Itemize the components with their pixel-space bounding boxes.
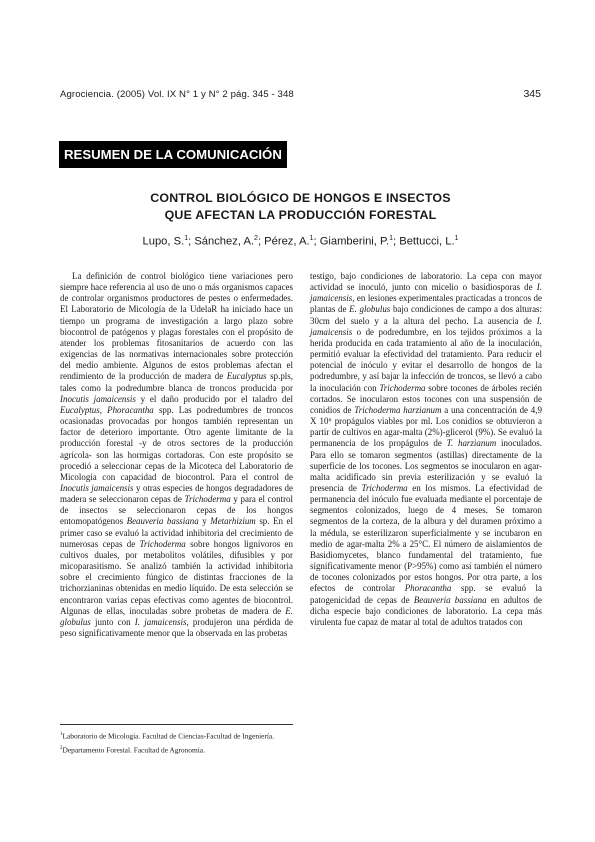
footnotes — [60, 729, 360, 756]
text-run: o de podredumbre, en los tejidos próximos a la herida producida en cada tratamiento al año de la inoculación, permitió evaluar la efectividad del tratamiento. Para reducir el potencial de inóculo y evitar el desarrollo de hongos de la podredumbre, y así bajar la infección de troncos, se llevó a cabo la inoculación con — [310, 326, 542, 393]
journal-citation: Agrociencia. (2005) Vol. IX N° 1 y N° 2 pág. 345 - 348 — [60, 89, 294, 100]
italic-term: Metarhizium — [210, 516, 256, 527]
body-paragraph — [60, 271, 293, 639]
article-title-line-1: CONTROL BIOLÓGICO DE HONGOS E INSECTOS — [150, 191, 451, 205]
article-title-line-2: QUE AFECTAN LA PRODUCCIÓN FORESTAL — [164, 208, 437, 222]
body-paragraph — [310, 271, 542, 628]
section-banner: RESUMEN DE LA COMUNICACIÓN — [59, 141, 287, 168]
running-head — [60, 89, 541, 103]
text-run: spp. se evaluó la patogenicidad de cepas de — [310, 583, 542, 605]
text-run: sobre tocones de árboles recién cortados. Se inocularon estos tocones con una suspensión de conidios de — [310, 382, 542, 415]
footnote — [60, 743, 360, 757]
footnote-number: 1 — [60, 732, 63, 737]
author-name: Pérez, A. — [264, 235, 310, 248]
italic-term: Trichoderma harzianum — [354, 404, 442, 415]
italic-term: E. globulus — [349, 304, 391, 315]
author-separator: ; — [188, 235, 195, 248]
footnote-text: Laboratorio de Micología. Facultad de Ciencias-Facultad de Ingeniería. — [62, 731, 275, 741]
text-run: a una concentración de 4,9 X 10⁶ propágulos viables por ml. Los conidios se obtuvieron a partir de cultivos en agar-malta (2%)-glicerol (9%). Se evaluó la permanencia de los propágulos de — [310, 404, 542, 449]
text-run: , produjeron una pérdida de peso significativamente menor que la observada en las probetas — [60, 616, 293, 638]
body-column-right — [310, 271, 542, 628]
text-run: testigo, bajo condiciones de laboratorio. La cepa con mayor actividad se inoculó, junto con micelio o basidiosporas de — [310, 271, 542, 293]
italic-term: Inocutis jamaicensis — [60, 482, 134, 493]
page-number: 345 — [523, 88, 541, 100]
footnote — [60, 729, 360, 743]
text-run: sp. En el primer caso se evaluó la actividad inhibitoria del crecimiento de numerosas cepas de — [60, 516, 293, 549]
author-affiliation-mark: 2 — [254, 235, 258, 242]
italic-term: Beauveria bassiana — [413, 594, 487, 605]
italic-term: Trichoderma — [139, 538, 186, 549]
italic-term: I. jamaicensis — [134, 616, 187, 627]
text-run: , — [99, 404, 108, 415]
footnote-text: Departamento Forestal. Facultad de Agronomía. — [62, 745, 205, 755]
author-affiliation-mark: 1 — [389, 235, 394, 242]
text-run: , en lesiones experimentales practicadas a troncos de plantas de — [310, 293, 542, 315]
author-name: Giamberini, P. — [319, 235, 390, 248]
text-run: sobre hongos lignívoros en cultivos duales, por metabolitos volátiles, difusibles y por micoparasitismo. Se analizó también la actividad inhibitoria sobre el crecimiento fúngico de distintas fracciones de la trichorzianinas obtenidas en medio líquido. De esta selección se encontraron varias cepas efectivas como agentes de biocontrol. Algunas de ellas, inoculadas sobre probetas de madera de — [60, 538, 293, 616]
author-name: Sánchez, A. — [194, 235, 255, 248]
italic-term: I. jamaicensis — [310, 282, 542, 304]
author-separator: ; — [257, 235, 265, 248]
italic-term: Eucalyptus — [226, 371, 267, 382]
text-run: y para el control de insectos se seleccionaron cepas de los hongos entomopatógenos — [60, 494, 293, 527]
text-run: y el daño producido por el taladro del — [135, 393, 293, 404]
article-title — [60, 190, 541, 224]
italic-term: T. harzianum — [446, 438, 497, 449]
text-run: bajo condiciones de campo a dos alturas: 30cm del suelo y a la altura del pecho. La ausencia de — [310, 304, 542, 326]
italic-term: Trichoderma — [379, 382, 426, 393]
italic-term: Trichoderma — [361, 482, 408, 493]
italic-term: Eucalyptus — [60, 404, 100, 415]
author-name: Lupo, S. — [142, 235, 185, 248]
text-run: y otras especies de hongos degradadores de madera se seleccionaron cepas de — [60, 482, 293, 505]
italic-term: I. jamaicensis — [310, 315, 542, 337]
text-run: spp. Las podredumbres de troncos ocasionadas provocadas por hongos también representan un factor de deterioro importante. Otro agente limitante de la producción forestal -y de otros sectores de la producción agrícola- son las hormigas cortadoras. Con este propósito se procedió a seleccionar cepas de la Micoteca del Laboratorio de Micología con capacidad de biocontrol. Para el control de — [60, 404, 293, 482]
text-run: en adultos de dicha especie bajo condiciones de laboratorio. La cepa más virulenta fue capaz de matar al total de adultos tratados con — [310, 594, 542, 627]
author-affiliation-mark: 1 — [184, 235, 189, 242]
italic-term: Beauveria bassiana — [126, 516, 199, 527]
italic-term: Phoracantha — [107, 404, 154, 415]
text-run: sp.pls, tales como la podredumbre blanca de troncos producida por — [60, 371, 293, 393]
author-separator: ; — [393, 235, 400, 248]
author-list — [60, 235, 541, 248]
text-run: junto con — [90, 616, 135, 627]
footnote-number: 2 — [60, 745, 63, 751]
body-column-left — [60, 271, 293, 639]
italic-term: Trichoderma — [184, 494, 231, 505]
text-run: en los mismos. La efectividad de permanencia del inóculo fue evaluada mediante el porcentaje de segmentos colonizados, luego de 4 meses. Se tomaron segmentos de la corteza, de la albura y del duramen próximo a la médula, se esterilizaron superficialmente y se incubaron en medio de agar-malta 2% a 25°C. El número de aislamientos de Basidiomycetes, blanco fundamental del tratamiento, fue significativamente menor (P>95%) como así también el número de tocones colonizados por estos hongos. Por otra parte, a los efectos de controlar — [310, 482, 542, 594]
author-affiliation-mark: 1 — [454, 235, 459, 242]
author-affiliation-mark: 1 — [309, 235, 314, 242]
italic-term: E. globulus — [60, 605, 293, 627]
italic-term: Inocutis jamaicensis — [60, 393, 136, 404]
italic-term: Phoracantha — [404, 583, 452, 594]
text-run: y — [198, 516, 211, 527]
author-separator: ; — [313, 235, 320, 248]
footnote-divider — [60, 724, 293, 725]
text-run: inoculados. Para ello se tomaron segmentos (astillas) directamente de la superficie de los tocones. Los segmentos se inocularon en agar-malta acidificado sin previa esterilización y se evaluó la presencia de — [310, 438, 542, 493]
author-name: Bettucci, L. — [399, 235, 455, 248]
text-run: La definición de control biológico tiene variaciones pero siempre hace referencia al uso de uno o más organismos capaces de controlar organismos productores de pestes o enfermedades. El Laboratorio de Micología de la UdelaR ha iniciado hace un tiempo un programa de investigación a largo plazo sobre biocontrol de patógenos y plagas forestales con el propósito de atender los problemas fitosanitarios de acuerdo con las exigencias de las normativas internacionales sobre protección del medio ambiente. Algunos de estos problemas afectan el rendimiento de la producción de madera de — [60, 271, 293, 382]
